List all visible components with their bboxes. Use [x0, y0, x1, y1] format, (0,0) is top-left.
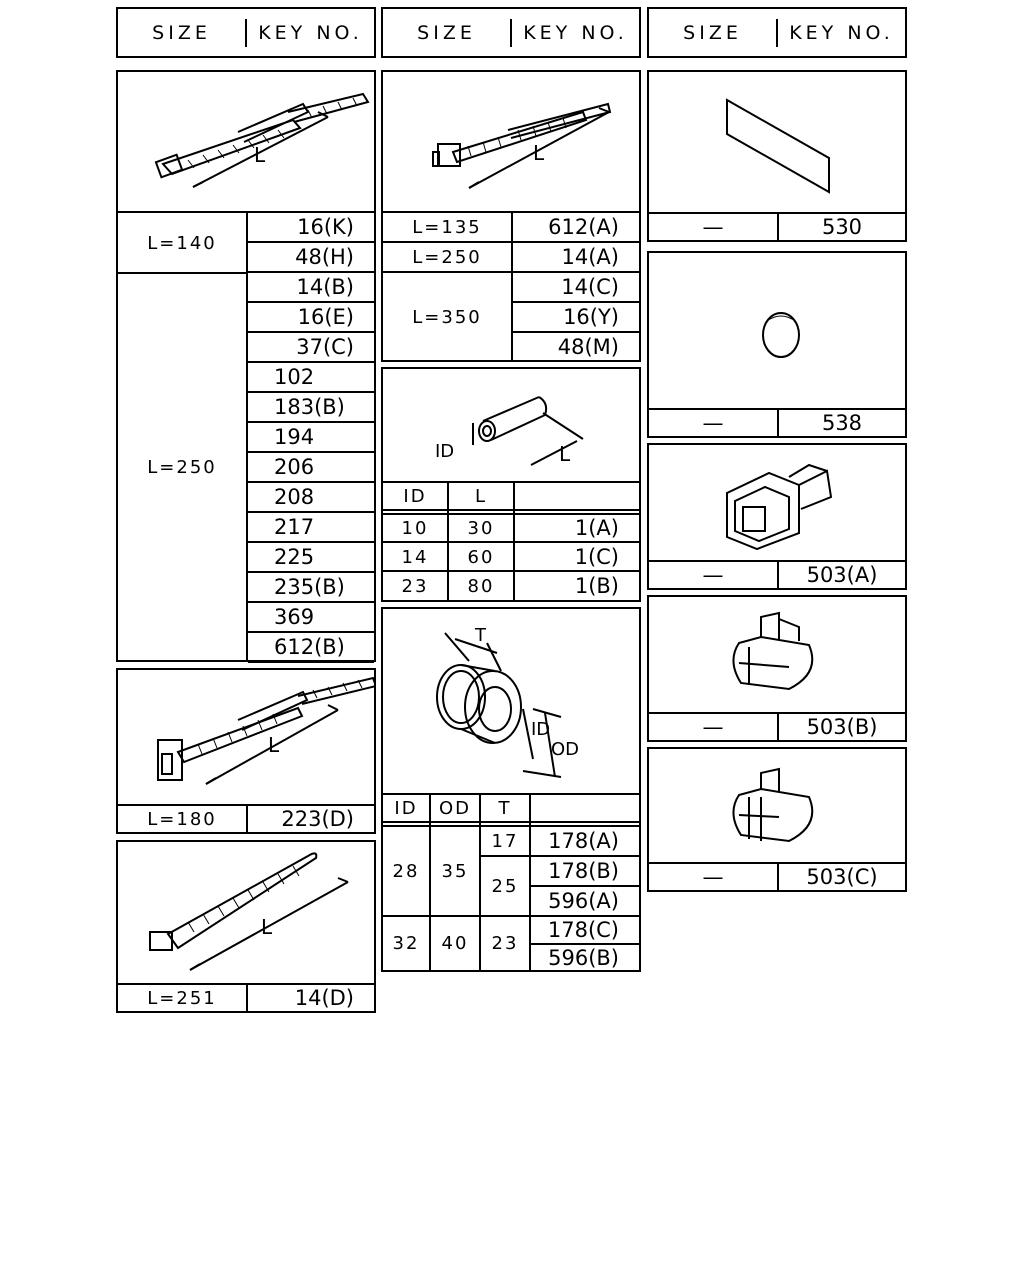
key-cell: 16(E)	[297, 305, 354, 329]
size-cell: L=135	[412, 216, 482, 238]
dimension-l-label: L	[254, 143, 266, 167]
key-cell: 206	[274, 455, 315, 479]
col-header-l: L	[474, 485, 488, 507]
key-cell: 596(A)	[548, 889, 619, 913]
id-label: ID	[531, 719, 551, 740]
key-cell: 217	[274, 515, 315, 539]
dimension-l-label: L	[559, 442, 571, 466]
grommet-id-cell: 28	[392, 860, 420, 882]
col-header-od: OD	[438, 797, 472, 819]
cable-tie-drawing	[383, 72, 639, 212]
size-cell: —	[702, 411, 724, 435]
key-cell: 612(B)	[274, 635, 345, 659]
tube-id-cell: 14	[401, 546, 429, 568]
divider	[383, 541, 639, 543]
key-cell: 178(A)	[548, 829, 619, 853]
size-cell: L=250	[412, 246, 482, 268]
key-cell: 1(A)	[574, 516, 619, 540]
key-cell: 596(B)	[548, 945, 619, 970]
tube-drawing	[383, 369, 639, 481]
header-key-label: KEY NO.	[258, 21, 363, 44]
connector-drawing	[649, 445, 905, 560]
size-cell: L=180	[147, 808, 217, 830]
grommet-t-cell: 25	[491, 875, 519, 897]
connector-drawing	[649, 749, 905, 862]
tube-l-cell: 80	[467, 575, 495, 597]
size-cell: L=250	[147, 456, 217, 478]
key-cell: 14(D)	[294, 986, 354, 1010]
grommet-id-cell: 32	[392, 933, 420, 954]
header-col3	[647, 7, 907, 58]
tube-panel	[381, 367, 641, 602]
tube-id-cell: 23	[401, 575, 429, 597]
key-cell: 208	[274, 485, 315, 509]
label-sheet-drawing	[649, 72, 905, 212]
size-cell: —	[702, 215, 724, 239]
key-cell: 538	[821, 411, 863, 435]
key-cell: 235(B)	[274, 575, 345, 599]
dimension-l-label: L	[533, 141, 545, 165]
key-cell: 183(B)	[274, 395, 345, 419]
size-cell: L=350	[412, 306, 482, 328]
connector-b-panel	[647, 595, 907, 742]
key-cell: 178(C)	[547, 918, 619, 942]
grommet-t-cell: 17	[491, 830, 519, 852]
grommet-panel	[381, 607, 641, 972]
key-cell: 48(M)	[557, 335, 619, 359]
key-cell: 14(B)	[296, 275, 354, 299]
connector-a-panel	[647, 443, 907, 590]
col-header-t: T	[498, 797, 512, 819]
plug-drawing	[649, 253, 905, 408]
grommet-od-cell: 40	[441, 933, 469, 954]
key-cell: 48(H)	[295, 245, 354, 269]
header-key-label: KEY NO.	[523, 21, 628, 44]
divider	[383, 570, 639, 572]
cable-tie-drawing	[118, 842, 374, 982]
label-sheet-panel	[647, 70, 907, 242]
id-label: ID	[435, 441, 455, 462]
tube-id-cell: 10	[401, 517, 429, 539]
cable-tie-251-panel	[116, 840, 376, 1013]
tube-l-cell: 30	[467, 517, 495, 539]
grommet-drawing	[383, 609, 639, 793]
cable-tie-135-350-panel	[381, 70, 641, 362]
size-cell: —	[702, 715, 724, 739]
grommet-t-cell: 23	[491, 933, 519, 954]
key-cell: 178(B)	[548, 859, 619, 883]
col-header-id: ID	[403, 485, 427, 507]
size-cell: L=251	[147, 987, 217, 1009]
key-cell: 14(A)	[561, 245, 619, 269]
key-cell: 37(C)	[296, 335, 354, 359]
key-cell: 14(C)	[561, 275, 619, 299]
key-cell: 369	[274, 605, 315, 629]
cable-tie-drawing	[118, 72, 374, 212]
key-cell: 102	[274, 365, 315, 389]
divider	[383, 509, 639, 511]
cable-tie-180-panel	[116, 668, 376, 834]
cable-tie-140-250-panel	[116, 70, 376, 662]
key-cell: 223(D)	[281, 807, 354, 831]
key-cell: 503(C)	[806, 865, 878, 889]
key-cell: 1(B)	[574, 574, 619, 598]
key-cell: 225	[274, 545, 315, 569]
size-cell: L=140	[147, 232, 217, 254]
size-cell: —	[702, 865, 724, 889]
key-cell: 1(C)	[574, 545, 619, 569]
header-key-label: KEY NO.	[789, 21, 894, 44]
header-size-label: SIZE	[152, 21, 211, 44]
key-cell: 612(A)	[548, 215, 619, 239]
divider	[248, 661, 374, 663]
header-col1	[116, 7, 376, 58]
size-cell: —	[702, 563, 724, 587]
tube-l-cell: 60	[467, 546, 495, 568]
dimension-l-label: L	[261, 915, 273, 939]
divider	[511, 213, 513, 360]
key-cell: 194	[274, 425, 315, 449]
t-label: T	[475, 625, 486, 646]
key-cell: 503(A)	[806, 563, 878, 587]
plug-panel	[647, 251, 907, 438]
header-size-label: SIZE	[683, 21, 742, 44]
key-cell: 16(K)	[297, 215, 354, 239]
od-label: OD	[551, 739, 580, 760]
grommet-od-cell: 35	[441, 860, 469, 882]
dimension-l-label: L	[268, 733, 280, 757]
header-size-label: SIZE	[417, 21, 476, 44]
col-header-id: ID	[394, 797, 418, 819]
cable-tie-drawing	[118, 670, 374, 804]
key-cell: 530	[821, 215, 863, 239]
divider	[383, 821, 639, 823]
header-col2	[381, 7, 641, 58]
key-cell: 16(Y)	[563, 305, 619, 329]
connector-drawing	[649, 597, 905, 712]
key-cell: 503(B)	[806, 715, 878, 739]
connector-c-panel	[647, 747, 907, 892]
